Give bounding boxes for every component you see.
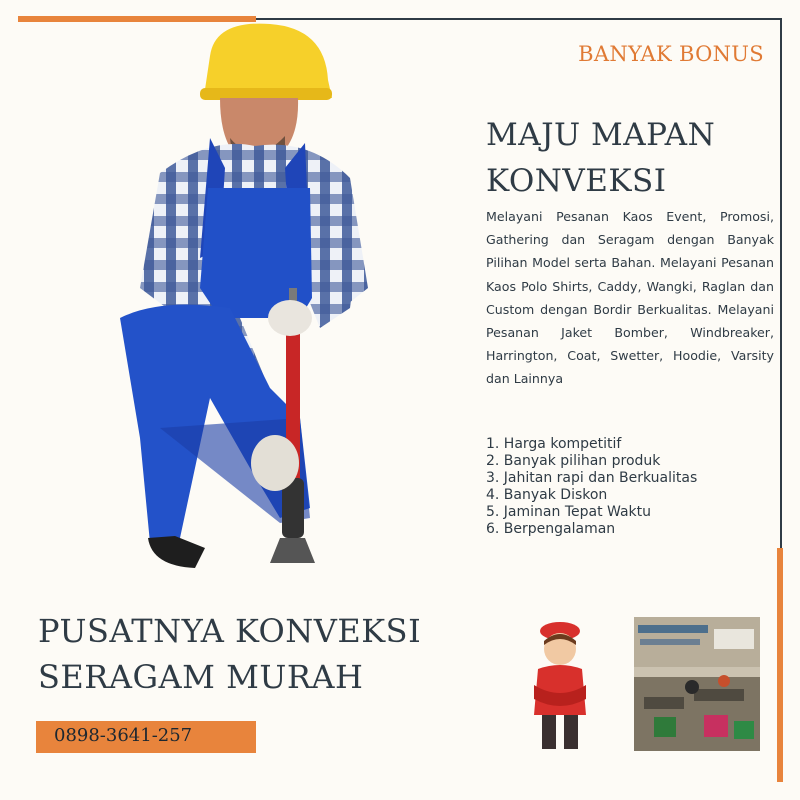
perk-item: 3. Jahitan rapi dan Berkualitas: [486, 470, 698, 486]
right-divider-line: [780, 18, 782, 548]
worker-illustration: [100, 18, 390, 588]
service-description: Melayani Pesanan Kaos Event, Promosi, Gathering dan Seragam dengan Banyak Pilihan Model serta Bahan. Melayani Pesanan Kaos Polo Shirts, Caddy, Wangki, Raglan dan Custom dengan Bordir Berkualitas. Melayani Pesanan Jaket Bomber, Windbreaker, Harrington, Coat, Swetter, Hoodie, Varsity dan Lainnya: [486, 209, 774, 387]
phone-banner[interactable]: [36, 721, 256, 753]
headline-line2: SERAGAM MURAH: [38, 658, 364, 696]
brand-name-line1: MAJU MAPAN: [486, 117, 716, 153]
perk-item: 5. Jaminan Tepat Waktu: [486, 504, 652, 520]
perks-list: [486, 436, 776, 538]
perk-item: 2. Banyak pilihan produk: [486, 453, 661, 469]
perk-item: 4. Banyak Diskon: [486, 487, 608, 503]
perk-item: 1. Harga kompetitif: [486, 436, 622, 452]
bonus-label: BANYAK BONUS: [578, 42, 764, 66]
brand-name-line2: KONVEKSI: [486, 163, 667, 199]
headline-line1: PUSATNYA KONVEKSI: [38, 612, 422, 650]
brand-name: [486, 112, 786, 204]
phone-number: 0898-3641-257: [54, 725, 193, 746]
workshop-photo: [634, 617, 760, 751]
right-orange-accent-bar: [777, 548, 783, 782]
perk-item: 6. Berpengalaman: [486, 521, 616, 537]
headline: [38, 608, 421, 700]
mascot-thumbnail: [500, 615, 620, 755]
